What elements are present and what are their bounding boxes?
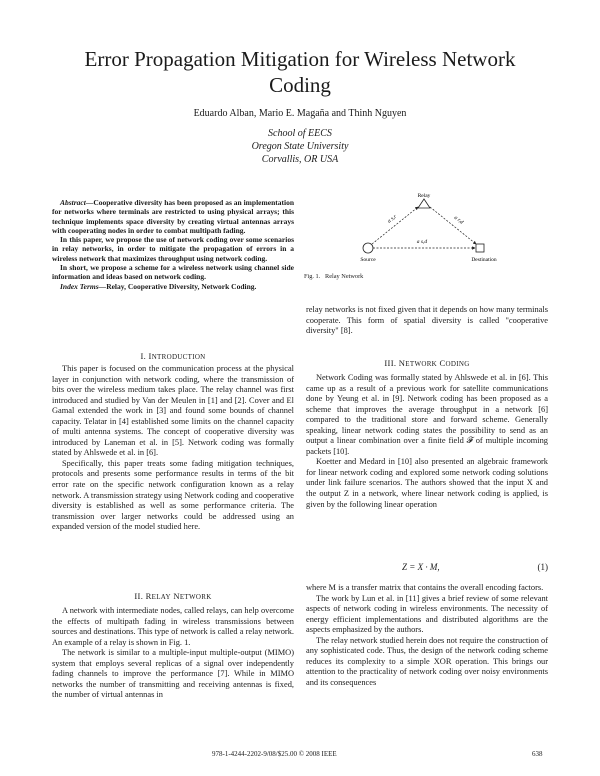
edge-source-relay — [372, 207, 418, 244]
introduction-body — [52, 364, 294, 533]
relay-paragraph-1: A network with intermediate nodes, called relays, can help overcome the effects of multipath fading in wireless transmissions between sources and destinations. This type of network is called a relay network. An example of a relay is shown in Fig. 1. — [52, 606, 294, 647]
post-equation-body — [306, 583, 548, 688]
label-a-rd: a r,d — [452, 214, 465, 226]
coding-paragraph-2: Koetter and Medard in [10] also presented an algebraic framework for linear network coding and explored some network coding solutions under link failure scenarios. The authors showed that the input X and the output Z in a network, where linear network coding is applied, is given by the following linear operation — [306, 457, 548, 509]
label-a-sd: a s,d — [416, 239, 428, 245]
affiliation-university: Oregon State University — [251, 141, 349, 152]
equation-text: Z = X · M, — [402, 562, 440, 572]
abstract-label: Abstract— — [60, 198, 94, 207]
label-a-sr: a s,r — [386, 213, 398, 225]
right-column-continuation — [306, 305, 548, 337]
abstract-p2: In this paper, we propose the use of network coding over some scenarios in relay networks, in order to mitigate the propagation of errors in a wireless network that maximizes throughput using network coding. — [52, 235, 294, 263]
post-equation-paragraph-3: The relay network studied herein does not require the construction of any sophisticated code. Thus, the design of the network coding scheme reduces its complexity to a simple XOR operation. This brings our attention to the practicality of network coding over noisy environments and its consequences — [306, 635, 548, 687]
relay-network-figure — [304, 190, 544, 270]
edge-relay-destination — [430, 207, 476, 244]
section-title-initial-2: C — [439, 358, 446, 368]
page-number: 638 — [532, 750, 543, 758]
affiliation-location: Corvallis, OR USA — [261, 154, 339, 165]
section-title-initial: I — [148, 351, 152, 361]
paper-title — [40, 46, 560, 98]
relay-paragraph-2: The network is similar to a multiple-input multiple-output (MIMO) system that employs several replicas of a signal over independently fading channels to improve the performance [7]. While in MIMO networks the number of transmitting and receiving antennas is fixed, the number of virtual antennas in — [52, 648, 294, 700]
source-label: Source — [360, 257, 376, 263]
affiliation — [40, 127, 560, 166]
section-title-initial: N — [398, 358, 406, 368]
figure-caption — [304, 273, 363, 280]
figure-caption-label: Fig. 1. — [304, 273, 321, 280]
relay-network-body — [52, 606, 294, 701]
coding-paragraph-1: Network Coding was formally stated by Ahlswede et al. in [6]. This came up as a result of a previous work for satellite communications done by Yeung et al. in [9]. Network coding has been proposed as a scheme that improves the average throughput in a network [6] compared to the traditional store and forward scheme. Generally speaking, linear network coding states the possibility to send as an output a linear combination over a finite field 𝓕 of multiple incoming packets [10]. — [306, 373, 548, 456]
intro-paragraph-2: Specifically, this paper treats some fading mitigation techniques, protocols and presents some performance results in terms of the bit error rate on the specific network configuration known as a relay network. A transmission strategy using Network coding and cooperative diversity is established as well as some performance criteria. The transmission over larger networks could be addressed using an expanded version of the model studied here. — [52, 458, 294, 532]
index-terms-label: Index Terms— — [60, 281, 107, 291]
section-heading-relay-network — [52, 591, 294, 601]
relay-label: Relay — [417, 193, 431, 199]
post-equation-paragraph-2: The work by Lun et al. in [11] gives a brief review of some relevant aspects of network coding in wireless environments. The necessity of energy efficient implementations and distributed algorithms are the aspects emphasized by the authors. — [306, 593, 548, 635]
abstract — [52, 198, 294, 291]
section-number: I. — [140, 351, 147, 361]
section-number: II. — [134, 591, 144, 601]
title-line-1: Error Propagation Mitigation for Wireless Network — [84, 47, 516, 71]
index-terms: Relay, Cooperative Diversity, Network Coding. — [106, 281, 257, 291]
intro-paragraph-1: This paper is focused on the communication process at the physical layer in conjunction with network coding, where the transmission of bits over the wireless medium takes place. The relay channel was first introduced and studied by Van der Meulen in [1] and [2]. Cover and El Gamal extended the work in [3] and found some bounds of channel capacity. Telatar in [4] established some limits on the channel capacity of multi antenna systems. The concept of cooperative diversity was introduced by Laneman et al. in [5]. Network coding was formally stated by Ahlswede et al. in [6]. — [52, 364, 294, 458]
section-title-rest: ETWORK — [405, 360, 438, 368]
section-heading-introduction — [52, 351, 294, 361]
figure-caption-text: Relay Network — [325, 273, 364, 280]
equation-number: (1) — [537, 562, 548, 572]
relay-node — [418, 199, 430, 208]
destination-node — [476, 244, 484, 252]
abstract-p3: In short, we propose a scheme for a wireless network using channel side information and ideas based on network coding. — [52, 263, 294, 282]
section-title-rest-2: ODING — [445, 360, 470, 368]
destination-label: Destination — [471, 257, 497, 263]
copyright-footer: 978-1-4244-2202-9/08/$25.00 © 2008 IEEE — [212, 750, 337, 758]
author-list: Eduardo Alban, Mario E. Magaña and Thinh Nguyen — [193, 108, 407, 119]
continued-paragraph: relay networks is not fixed given that it depends on how many terminals cooperate. This form of spatial diversity is called "cooperative diversity" [8]. — [306, 305, 548, 336]
section-title-initial: R — [145, 591, 152, 601]
network-coding-body — [306, 373, 548, 510]
title-line-2: Coding — [269, 73, 331, 97]
section-title-rest-2: ETWORK — [179, 593, 212, 601]
abstract-p1: Cooperative diversity has been proposed as an implementation for networks where terminals are restricted to using physical arrays; this technique implements space diversity by creating virtual antennas arrays with cooperating nodes in order to combat multipath fading. — [52, 198, 294, 235]
section-title-initial-2: N — [173, 591, 180, 601]
affiliation-school: School of EECS — [268, 128, 332, 139]
section-heading-network-coding — [306, 358, 548, 368]
source-node — [363, 243, 373, 253]
section-title-rest: ELAY — [151, 593, 171, 601]
post-equation-paragraph-1: where M is a transfer matrix that contains the overall encoding factors. — [306, 583, 544, 592]
section-number: III. — [384, 358, 397, 368]
section-title-rest: NTRODUCTION — [151, 353, 206, 361]
